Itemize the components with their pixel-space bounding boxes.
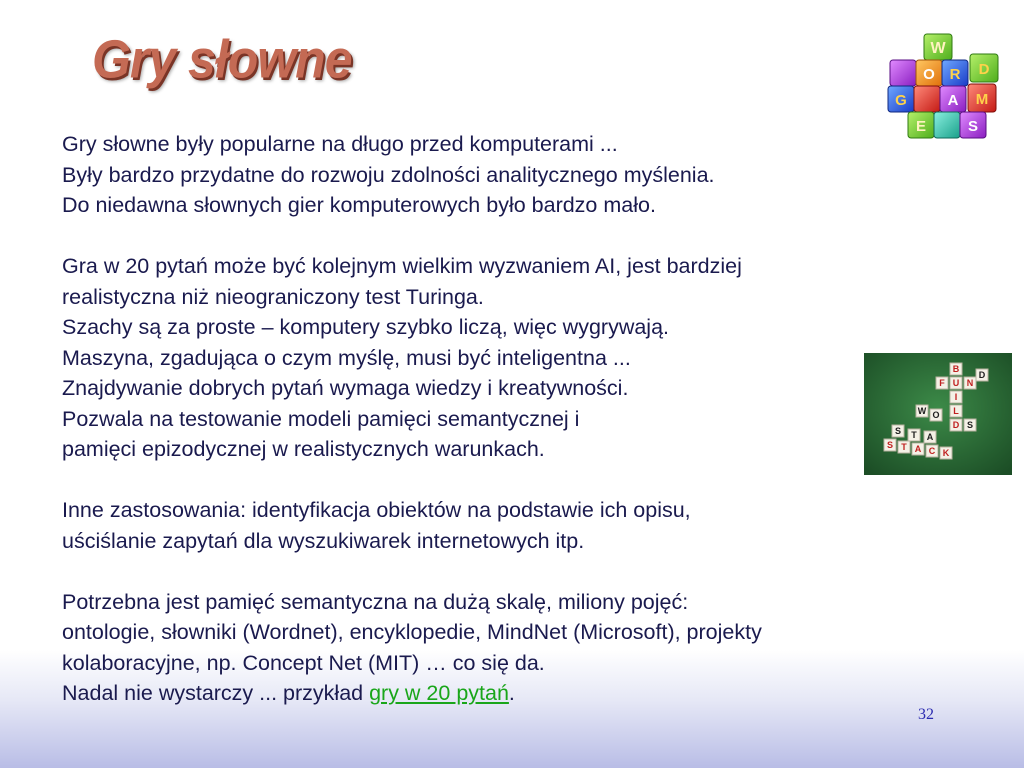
svg-text:D: D: [952, 420, 960, 430]
paragraph-4: [62, 587, 962, 709]
text-line: Potrzebna jest pamięć semantyczna na dużą skalę, miliony pojęć:: [62, 589, 689, 614]
svg-text:U: U: [952, 378, 960, 388]
svg-text:G: G: [895, 92, 907, 109]
svg-text:O: O: [923, 66, 935, 83]
svg-text:A: A: [914, 444, 922, 454]
text-line: realistyczna niż nieograniczony test Turinga.: [62, 284, 484, 309]
paragraph-2: [62, 251, 962, 465]
svg-text:W: W: [917, 406, 927, 416]
svg-text:D: D: [978, 370, 986, 380]
text-line: Znajdywanie dobrych pytań wymaga wiedzy i kreatywności.: [62, 376, 629, 400]
svg-text:S: S: [967, 118, 979, 135]
svg-text:D: D: [978, 61, 990, 78]
text-line: Szachy są za proste – komputery szybko liczą, więc wygrywają.: [62, 315, 670, 339]
last-line-prefix: Nadal nie wystarczy ... przykład: [62, 681, 370, 705]
text-line: Były bardzo przydatne do rozwoju zdolności analitycznego myślenia.: [62, 162, 715, 187]
text-line: Inne zastosowania: identyfikacja obiektów na podstawie ich opisu,: [62, 498, 691, 522]
svg-text:K: K: [942, 448, 950, 458]
text-line: ontologie, słowniki (Wordnet), encyklopedie, MindNet (Microsoft), projekty: [62, 620, 762, 644]
paragraph-1: [62, 129, 962, 221]
svg-text:O: O: [932, 410, 940, 420]
last-line-suffix: .: [508, 681, 515, 705]
svg-text:F: F: [939, 378, 945, 388]
paragraph-3: [62, 495, 962, 556]
text-line: Do niedawna słownych gier komputerowych było bardzo mało.: [62, 193, 656, 217]
text-line: pamięci epizodycznej w realistycznych warunkach.: [62, 437, 545, 461]
svg-text:I: I: [954, 392, 958, 402]
page-number: 32: [918, 706, 934, 723]
svg-text:T: T: [901, 442, 907, 452]
text-line: uściślanie zapytań dla wyszukiwarek internetowych itp.: [62, 528, 585, 553]
svg-text:A: A: [926, 432, 934, 442]
text-line: Maszyna, zgadująca o czym myślę, musi być inteligentna ...: [62, 345, 631, 370]
svg-text:N: N: [966, 378, 974, 388]
svg-text:S: S: [894, 426, 902, 436]
text-line: Gra w 20 pytań może być kolejnym wielkim wyzwaniem AI, jest bardziej: [62, 254, 742, 278]
svg-text:A: A: [947, 92, 959, 109]
last-line: [62, 678, 962, 709]
text-line: Pozwala na testowanie modeli pamięci semantycznej i: [62, 406, 580, 431]
text-line: Gry słowne były popularne na długo przed komputerami ...: [62, 132, 618, 156]
svg-text:W: W: [930, 40, 946, 57]
svg-text:S: S: [966, 420, 974, 430]
twenty-questions-link[interactable]: gry w 20 pytań: [369, 681, 509, 705]
svg-text:C: C: [928, 446, 936, 456]
svg-text:T: T: [911, 430, 917, 440]
svg-text:L: L: [953, 406, 959, 416]
svg-text:M: M: [975, 91, 989, 108]
svg-text:S: S: [886, 440, 894, 450]
svg-text:B: B: [952, 364, 960, 374]
text-line: kolaboracyjne, np. Concept Net (MIT) … co się da.: [62, 650, 545, 675]
slide-title: Gry słowne: [92, 29, 352, 90]
svg-text:E: E: [915, 118, 927, 135]
slide-body: [62, 129, 962, 709]
svg-text:R: R: [949, 66, 961, 83]
word-cubes-image: [884, 30, 1006, 142]
